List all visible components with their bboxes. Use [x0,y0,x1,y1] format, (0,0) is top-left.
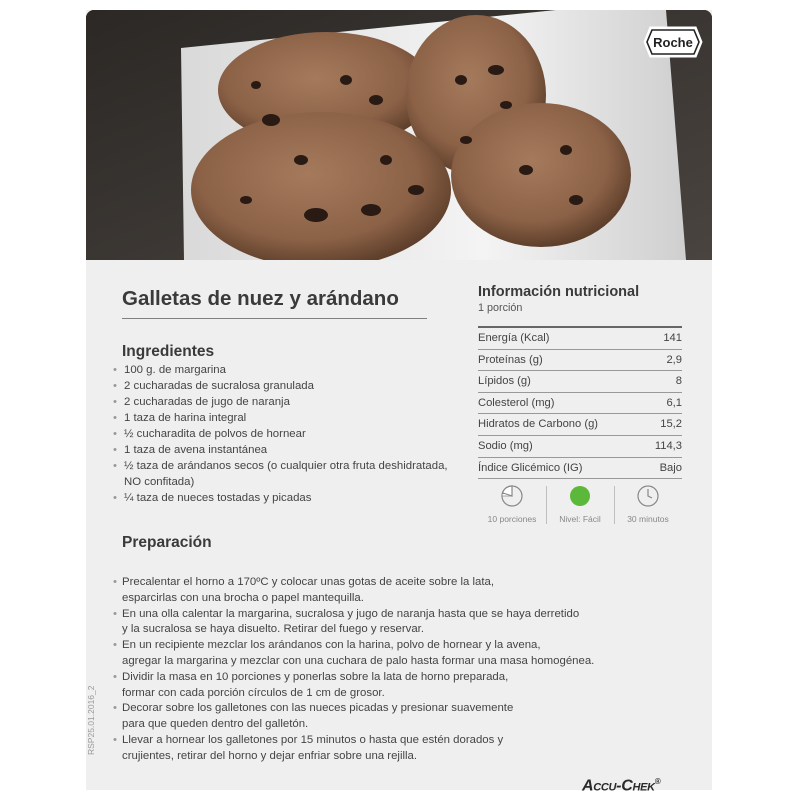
preparation-step: • Decorar sobre los galletones con las nueces picadas y presionar suavemente para que queden dentro del galletón. [122,701,642,733]
nutrition-label: Colesterol (mg) [478,396,555,409]
nutrition-row [478,414,682,436]
nutrition-label: Lípidos (g) [478,375,531,388]
ingredient-item: • ¼ taza de nueces tostadas y picadas [122,490,462,506]
portions-label: 10 porciones [487,514,537,524]
nutrition-row [478,371,682,393]
preparation-step: • Llevar a hornear los galletones por 15 minutos o hasta que estén dorados y crujientes, retirar del horno y dejar enfriar sobre una rejilla. [122,733,642,765]
cookies-photo [86,10,712,260]
ingredient-item: • 1 taza de avena instantánea [122,442,462,458]
ingredients-list [122,362,462,506]
registered-mark: ® [654,777,661,786]
nutrition-row [478,436,682,458]
preparation-step: • Dividir la masa en 10 porciones y ponerlas sobre la lata de horno preparada, formar con cada porción círculos de 1 cm de grosor. [122,670,642,702]
ingredient-item: • ½ cucharadita de polvos de hornear [122,426,462,442]
recipe-info-icons [478,484,682,534]
time-info [614,484,682,524]
nutrition-label: Sodio (mg) [478,439,533,452]
nutrition-value: 15,2 [660,418,682,431]
nutrition-row [478,326,682,350]
nutrition-value: 114,3 [654,439,682,452]
preparation-list [122,575,642,765]
ingredients-heading: Ingredientes [122,343,215,360]
nutrition-title: Información nutricional [478,284,640,300]
difficulty-dot-icon [568,484,592,508]
nutrition-value: 141 [663,332,682,344]
difficulty-info [546,484,614,524]
recipe-card [86,10,712,795]
nutrition-row [478,393,682,415]
brand-name: Accu-Chek [582,777,655,795]
portions-pie-icon [500,484,524,508]
nutrition-value: 8 [675,375,682,388]
nutrition-table [478,284,682,479]
nutrition-value: Bajo [659,461,682,474]
title-divider [122,318,427,319]
preparation-step: • En un recipiente mezclar los arándanos con la harina, polvo de hornear y la avena, agregar la margarina y mezclar con una cuchara de palo hasta formar una masa homogénea. [122,638,642,670]
difficulty-label: Nivel: Fácil [559,514,601,524]
ingredient-item: • ½ taza de arándanos secos (o cualquier otra fruta deshidratada, NO confitada) [122,458,462,490]
nutrition-row [478,350,682,372]
ingredient-item: • 100 g. de margarina [122,362,462,378]
nutrition-value: 6,1 [666,396,682,409]
ingredient-item: • 2 cucharadas de jugo de naranja [122,394,462,410]
nutrition-value: 2,9 [666,353,682,366]
time-label: 30 minutos [627,514,669,524]
nutrition-row [478,458,682,480]
accu-chek-logo [582,777,660,795]
document-code: RSP25.01.2016_2 [86,685,96,755]
nutrition-subtitle: 1 porción [478,302,523,314]
ingredient-item: • 2 cucharadas de sucralosa granulada [122,378,462,394]
preparation-heading: Preparación [122,534,212,551]
svg-text:Roche: Roche [653,35,693,50]
roche-logo [642,24,704,60]
nutrition-label: Energía (Kcal) [478,332,550,344]
recipe-title: Galletas de nuez y arándano [122,287,399,310]
preparation-step: • En una olla calentar la margarina, sucralosa y jugo de naranja hasta que se haya derretido y la sucralosa se haya disuelto. Retirar del fuego y reservar. [122,607,642,639]
nutrition-label: Hidratos de Carbono (g) [478,418,599,431]
nutrition-label: Índice Glicémico (IG) [478,461,583,474]
nutrition-label: Proteínas (g) [478,353,543,366]
preparation-step: • Precalentar el horno a 170ºC y colocar unas gotas de aceite sobre la lata, esparcirlas con una brocha o papel mantequilla. [122,575,642,607]
clock-icon [636,484,660,508]
portions-info [478,484,546,524]
ingredient-item: • 1 taza de harina integral [122,410,462,426]
